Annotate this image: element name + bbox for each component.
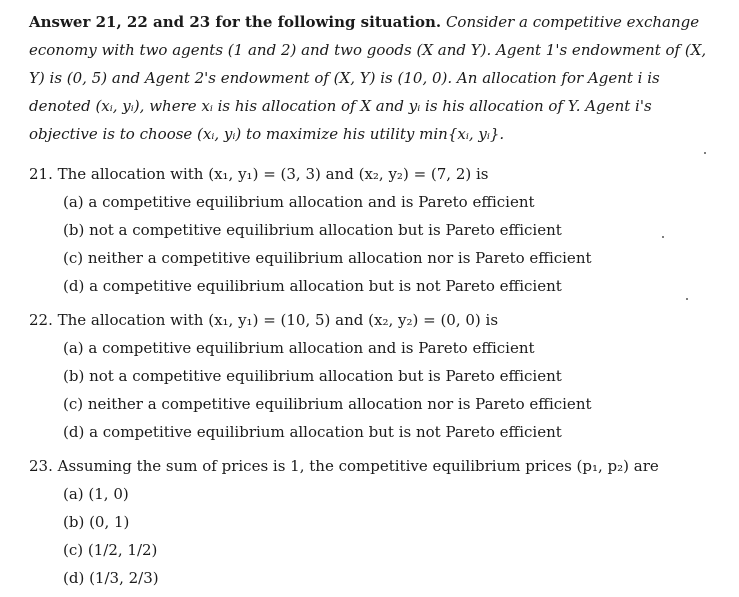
- option-c: (c) (1/2, 1/2): [63, 541, 158, 559]
- option-b: (b) (0, 1): [63, 513, 130, 531]
- intro-paragraph: [29, 8, 713, 148]
- option-d: (d) (1/3, 2/3): [63, 569, 159, 587]
- scan-speck: [662, 236, 664, 238]
- option-a: (a) (1, 0): [63, 485, 129, 503]
- option-b: (b) not a competitive equilibrium allocation but is Pareto efficient: [63, 367, 562, 385]
- option-d: (d) a competitive equilibrium allocation but is not Pareto efficient: [63, 277, 562, 295]
- question-stem: 22. The allocation with (x₁, y₁) = (10, 5) and (x₂, y₂) = (0, 0) is: [29, 311, 499, 329]
- option-c: (c) neither a competitive equilibrium allocation nor is Pareto efficient: [63, 395, 592, 413]
- option-a: (a) a competitive equilibrium allocation and is Pareto efficient: [63, 193, 535, 211]
- intro-body: Consider a competitive exchange economy with two agents (1 and 2) and two goods (X and Y). Agent 1's endowment of (X, Y) is (0, 5) and Agent 2's endowment of (X, Y) is (10, 0). An allocation for Agent i is denoted (xᵢ, yᵢ), where xᵢ is his allocation of X and yᵢ is his allocation of Y. Agent i's objective is to choose (xᵢ, yᵢ) to maximize his utility min{xᵢ, yᵢ}.: [29, 13, 707, 143]
- option-a: (a) a competitive equilibrium allocation and is Pareto efficient: [63, 339, 535, 357]
- scan-speck: [686, 298, 688, 300]
- option-b: (b) not a competitive equilibrium allocation but is Pareto efficient: [63, 221, 562, 239]
- question-23: [29, 452, 719, 592]
- scan-speck: [704, 152, 706, 154]
- option-d: (d) a competitive equilibrium allocation but is not Pareto efficient: [63, 423, 562, 441]
- intro-lead: Answer 21, 22 and 23 for the following situation.: [29, 13, 442, 31]
- question-21: [29, 160, 719, 300]
- question-stem: 23. Assuming the sum of prices is 1, the competitive equilibrium prices (p₁, p₂) are: [29, 457, 659, 475]
- option-c: (c) neither a competitive equilibrium allocation nor is Pareto efficient: [63, 249, 592, 267]
- question-22: [29, 306, 719, 446]
- question-stem: 21. The allocation with (x₁, y₁) = (3, 3) and (x₂, y₂) = (7, 2) is: [29, 165, 489, 183]
